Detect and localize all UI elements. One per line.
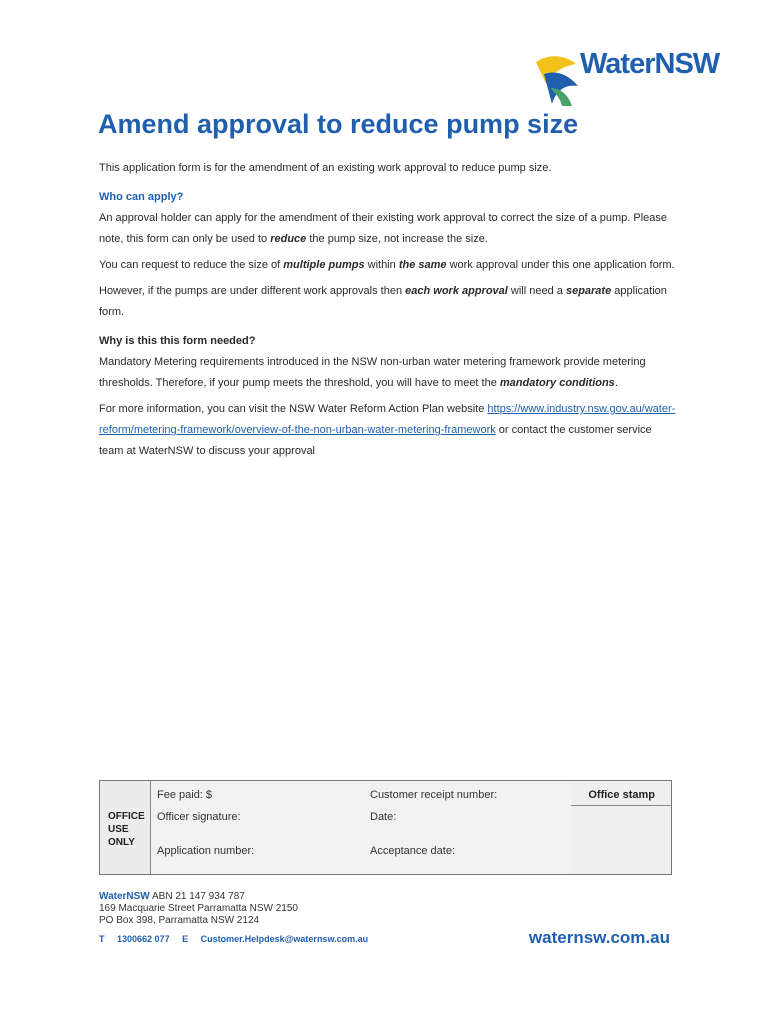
email-label: E [182, 934, 189, 944]
footer-brand: WaterNSW [99, 891, 150, 902]
body-content [99, 158, 679, 467]
page-title: Amend approval to reduce pump size [98, 109, 579, 139]
fee-paid-field[interactable]: Fee paid: $ [157, 789, 213, 801]
application-number-field[interactable]: Application number: [157, 845, 255, 857]
acceptance-date-field[interactable]: Acceptance date: [370, 845, 456, 857]
footer-contact [99, 934, 378, 944]
footer-address-line-1: 169 Macquarie Street Parramatta NSW 2150 [99, 903, 298, 914]
intro-text: This application form is for the amendment of an existing work approval to reduce pump size. [99, 162, 552, 174]
office-use-label: OFFICE USE ONLY [108, 811, 145, 848]
who-heading: Who can apply? [99, 191, 184, 203]
footer-address: WaterNSW ABN 21 147 934 787 169 Macquarie Street Parramatta NSW 2150 PO Box 398, Parramatta NSW 2124 [99, 891, 298, 926]
why-paragraph-2: For more information, you can visit the NSW Water Reform Action Plan website https://www.industry.nsw.gov.au/water-reform/metering-framework/overview-of-the-non-urban-water-metering-framework or contact the customer service team at WaterNSW to discuss your approval [99, 403, 676, 457]
office-stamp-label: Office stamp [588, 789, 655, 801]
who-paragraph-1: An approval holder can apply for the amendment of their existing work approval to correct the size of a pump. Please note, this form can only be used to reduce the pump size, not increase the size. [99, 212, 668, 245]
phone-number[interactable]: 1300662 077 [117, 934, 170, 944]
logo-text: WaterNSW [580, 48, 720, 80]
metering-framework-link[interactable]: https://www.industry.nsw.gov.au/water-reform/metering-framework/overview-of-the-non-urban-water-metering-framework [99, 403, 676, 436]
who-paragraph-2: You can request to reduce the size of multiple pumps within the same work approval under this one application form. [99, 259, 675, 271]
why-paragraph-1: Mandatory Metering requirements introduced in the NSW non-urban water metering framework provide metering thresholds. Therefore, if your pump meets the threshold, you will have to meet the mandatory conditions. [99, 356, 646, 389]
phone-label: T [99, 934, 105, 944]
officer-signature-field[interactable]: Officer signature: [157, 811, 241, 823]
receipt-number-field[interactable]: Customer receipt number: [370, 789, 498, 801]
who-paragraph-3: However, if the pumps are under different work approvals then each work approval will need a separate application form. [99, 285, 667, 318]
date-field[interactable]: Date: [370, 811, 397, 823]
why-heading: Why is this this form needed? [99, 335, 256, 347]
office-fields [150, 781, 572, 874]
website-link[interactable]: waternsw.com.au [528, 928, 670, 947]
office-use-table [99, 780, 672, 875]
footer-address-line-2: PO Box 398, Parramatta NSW 2124 [99, 915, 260, 926]
email-link[interactable]: Customer.Helpdesk@waternsw.com.au [200, 934, 369, 944]
